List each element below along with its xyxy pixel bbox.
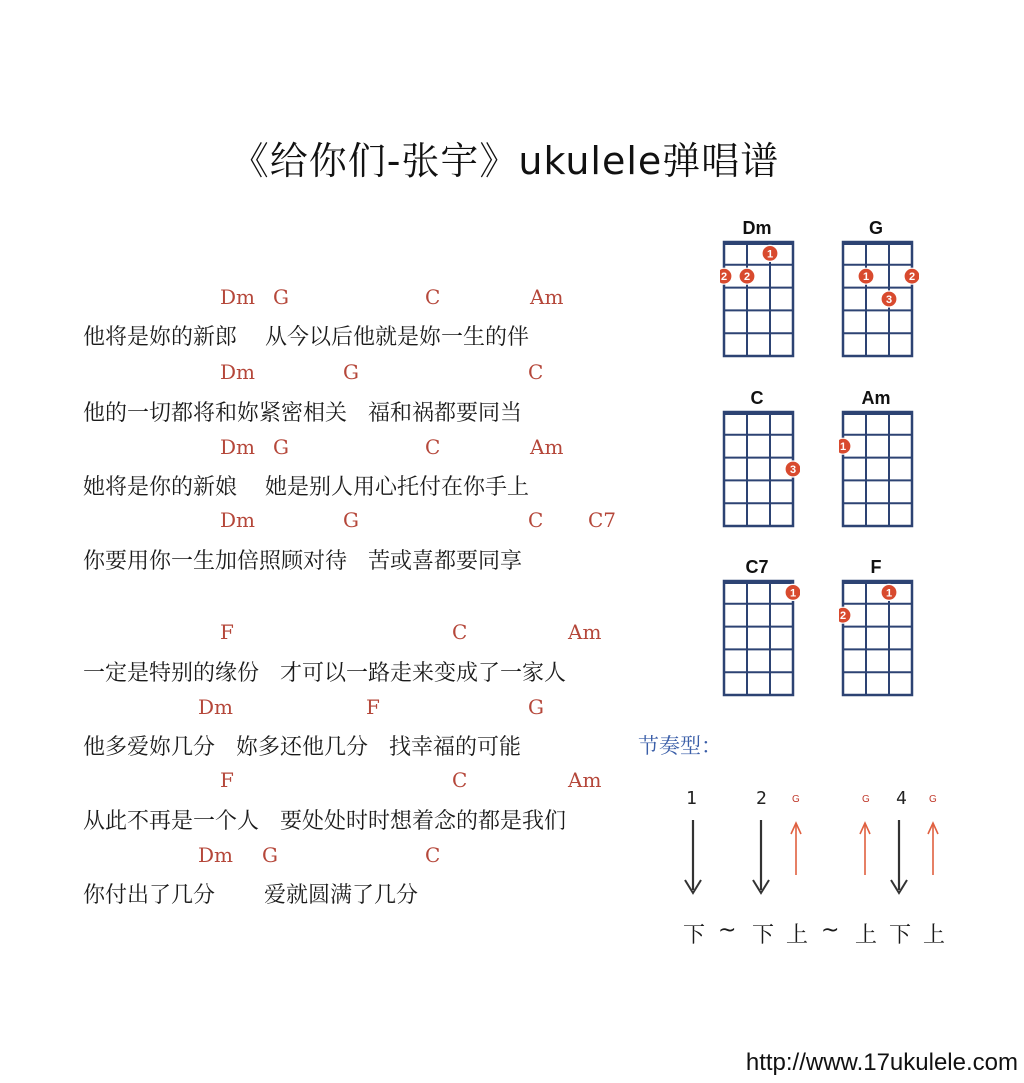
- chord-label: G: [262, 843, 278, 867]
- finger-dot: [785, 461, 800, 477]
- chord-diagram-name: C: [750, 388, 764, 408]
- finger-dot: [839, 438, 851, 454]
- beat-number: 4: [896, 788, 907, 809]
- fretboard-grid: [843, 242, 912, 356]
- chord-diagram-f: [839, 579, 919, 699]
- lyric-line: 你要用你一生加倍照顾对待 苦或喜都要同享: [83, 549, 522, 574]
- strum-symbol: 上: [786, 923, 809, 948]
- finger-dot: [858, 268, 874, 284]
- chord-label: G: [343, 360, 359, 384]
- fretboard-grid: [724, 581, 793, 695]
- chord-diagram-c7: [720, 579, 800, 699]
- finger-number: 1: [766, 248, 774, 261]
- finger-number: 1: [885, 587, 893, 600]
- lyric-line: 从此不再是一个人 要处处时时想着念的都是我们: [83, 809, 566, 834]
- chord-diagram-name: Am: [861, 388, 891, 408]
- chord-label: F: [220, 768, 234, 792]
- chord-label: Dm: [198, 695, 233, 719]
- chord-label: F: [220, 620, 234, 644]
- finger-dot: [839, 607, 851, 623]
- finger-number: 3: [789, 464, 797, 476]
- down-arrow: [891, 820, 907, 893]
- fretboard-grid: [724, 412, 793, 526]
- finger-dot: [720, 268, 732, 284]
- chord-label: Am: [530, 285, 564, 309]
- strum-arrows: [670, 815, 960, 905]
- chord-label: C: [452, 768, 468, 792]
- chord-label: C: [528, 508, 544, 532]
- chord-label: C7: [588, 508, 617, 532]
- chord-diagram-name: G: [868, 218, 883, 238]
- finger-number: 2: [908, 271, 916, 284]
- chord-label: G: [273, 285, 289, 309]
- up-arrow: [928, 823, 938, 875]
- beat-g-marker: G: [929, 794, 937, 805]
- chord-diagram-name: C7: [745, 557, 769, 577]
- chord-diagram-g: [839, 240, 919, 360]
- chord-label: Dm: [198, 843, 233, 867]
- rhythm-label: 节奏型：: [638, 734, 722, 758]
- chord-diagram-name: F: [870, 557, 882, 577]
- strum-symbol: 下: [683, 923, 706, 948]
- finger-number: 2: [720, 271, 728, 284]
- chord-label: F: [366, 695, 380, 719]
- finger-dot: [762, 245, 778, 261]
- chord-label: Am: [568, 620, 602, 644]
- chord-label: Am: [530, 435, 564, 459]
- chord-diagram-name: Dm: [742, 218, 772, 238]
- finger-dot: [785, 584, 800, 600]
- chord-label: Am: [568, 768, 602, 792]
- lyric-line: 她将是你的新娘 她是别人用心托付在你手上: [83, 475, 529, 500]
- strum-symbol: ~: [821, 918, 840, 943]
- beat-number: 1: [686, 788, 697, 809]
- strum-symbol: 上: [855, 923, 878, 948]
- chord-label: C: [425, 843, 441, 867]
- chord-label: C: [425, 285, 441, 309]
- fretboard-grid: [724, 242, 793, 356]
- down-arrow: [753, 820, 769, 893]
- strum-symbol: ~: [718, 918, 737, 943]
- page-title: 《给你们-张宇》ukulele弹唱谱: [230, 139, 780, 183]
- finger-dot: [881, 291, 897, 307]
- lyric-line: 他多爱妳几分 妳多还他几分 找幸福的可能: [83, 735, 521, 760]
- footer-url[interactable]: http://www.17ukulele.com: [745, 1049, 1018, 1076]
- chord-label: G: [528, 695, 544, 719]
- lyric-line: 他的一切都将和妳紧密相关 福和祸都要同当: [83, 401, 522, 426]
- chord-label: Dm: [220, 435, 255, 459]
- finger-number: 2: [839, 610, 847, 623]
- beat-g-marker: G: [862, 794, 870, 805]
- finger-number: 1: [862, 271, 870, 284]
- chord-diagram-dm: [720, 240, 800, 360]
- strum-symbol: 下: [889, 923, 912, 948]
- finger-dot: [739, 268, 755, 284]
- fretboard-grid: [843, 581, 912, 695]
- chord-diagram-am: [839, 410, 919, 530]
- chord-label: Dm: [220, 285, 255, 309]
- beat-number: 2: [756, 788, 767, 809]
- strum-symbol: 下: [752, 923, 775, 948]
- up-arrow: [791, 823, 801, 875]
- chord-label: C: [425, 435, 441, 459]
- strum-symbol: 上: [923, 923, 946, 948]
- chord-label: G: [273, 435, 289, 459]
- finger-number: 2: [743, 271, 751, 284]
- lyric-line: 你付出了几分 爱就圆满了几分: [83, 883, 418, 908]
- chord-label: C: [452, 620, 468, 644]
- finger-number: 3: [885, 294, 893, 306]
- lyric-line: 他将是妳的新郎 从今以后他就是妳一生的伴: [83, 325, 529, 350]
- chord-label: G: [343, 508, 359, 532]
- chord-label: C: [528, 360, 544, 384]
- beat-g-marker: G: [792, 794, 800, 805]
- up-arrow: [860, 823, 870, 875]
- finger-number: 1: [789, 587, 797, 600]
- finger-number: 1: [839, 441, 847, 454]
- fretboard-grid: [843, 412, 912, 526]
- chord-label: Dm: [220, 508, 255, 532]
- lyric-line: 一定是特别的缘份 才可以一路走来变成了一家人: [83, 661, 566, 686]
- down-arrow: [685, 820, 701, 893]
- finger-dot: [881, 584, 897, 600]
- chord-diagram-c: [720, 410, 800, 530]
- finger-dot: [904, 268, 919, 284]
- chord-label: Dm: [220, 360, 255, 384]
